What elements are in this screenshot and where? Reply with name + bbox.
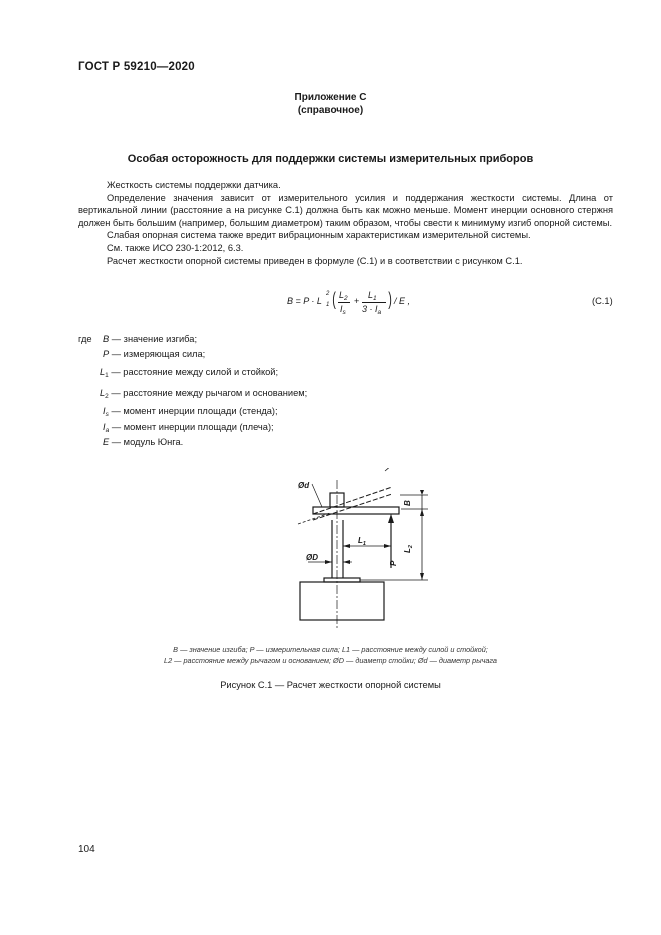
label-l1: $L_1$ [358, 536, 366, 547]
where-item: $L_1$ — расстояние между силой и стойкой; [100, 367, 279, 379]
paragraph: Слабая опорная система также вредит вибрационным характеристикам измерительной системы. [107, 230, 531, 241]
frac1-den: $I_s$ [340, 304, 346, 316]
frac1-num: $L_2$ [339, 290, 348, 302]
where-item: B — значение изгиба; [103, 334, 198, 344]
label-diameter-d: Ød [298, 481, 310, 490]
support-system-figure [290, 468, 440, 630]
appendix-title: Приложение С [294, 92, 367, 103]
paragraph: См. также ИСО 230-1:2012, 6.3. [107, 242, 244, 253]
paragraph: Определение значения зависит от измерительного усилия и поддержания жесткости системы. Длина от вертикальной линии (расстояние a на рисунке С.1) должна быть как можно меньше. Момент инерции основного стержня должен быть большим (например, большим диаметром) таким образом, чтобы свести к минимуму изгиб опорной системы. [78, 192, 613, 228]
page-number: 104 [78, 844, 95, 855]
formula-sup: 2 [326, 291, 330, 297]
figure-legend-line1: B — значение изгиба; P — измерительная сила; L1 — расстояние между силой и стойкой; [173, 645, 488, 654]
base-block [300, 582, 384, 620]
deflection-extension [298, 513, 330, 524]
formula-number: (С.1) [592, 296, 613, 306]
formula-sub: 1 [326, 302, 330, 308]
formula-c1: B = P · L 2 1 ( $L_2$ $I_s$ + $L_1$ $3 \cdot I_a$ ) / E , [287, 289, 411, 316]
lever-arm [313, 507, 399, 514]
formula-lhs: B = P · L [287, 296, 322, 306]
where-item: $I_s$ — момент инерции площади (стенда); [103, 406, 278, 418]
where-item: P — измеряющая сила; [103, 349, 206, 359]
body-text [78, 179, 613, 267]
base-plate [324, 578, 360, 582]
where-item: E — модуль Юнга. [103, 437, 184, 447]
label-l2: $L_2$ [403, 545, 414, 553]
figure-legend-line2: L2 — расстояние между рычагом и основанием; ØD — диаметр стойки; Ød — диаметр рычага [164, 656, 497, 665]
figure-caption: Рисунок С.1 — Расчет жесткости опорной системы [220, 680, 441, 690]
frac2-num: $L_1$ [368, 290, 377, 302]
label-p: P [389, 560, 398, 566]
where-lead: где [78, 334, 92, 344]
paragraph: Жесткость системы поддержки датчика. [107, 180, 281, 190]
section-title: Особая осторожность для поддержки системы измерительных приборов [127, 153, 534, 165]
document-code: ГОСТ Р 59210—2020 [78, 61, 195, 73]
force-p-arrow [388, 514, 394, 523]
where-item: $L_2$ — расстояние между рычагом и основанием; [100, 388, 308, 400]
label-diameter-D: ØD [306, 553, 318, 562]
paragraph: Расчет жесткости опорной системы приведен в формуле (С.1) и в соответствии с рисунком С.1. [107, 255, 523, 266]
formula-tail: / E , [394, 296, 411, 306]
appendix-subtitle: (справочное) [297, 105, 364, 116]
frac2-den: $3 \cdot I_a$ [362, 304, 382, 316]
label-b: B [403, 500, 412, 506]
deflected-arm-upper [313, 487, 392, 514]
where-item: $I_a$ — момент инерции площади (плеча); [103, 422, 274, 434]
